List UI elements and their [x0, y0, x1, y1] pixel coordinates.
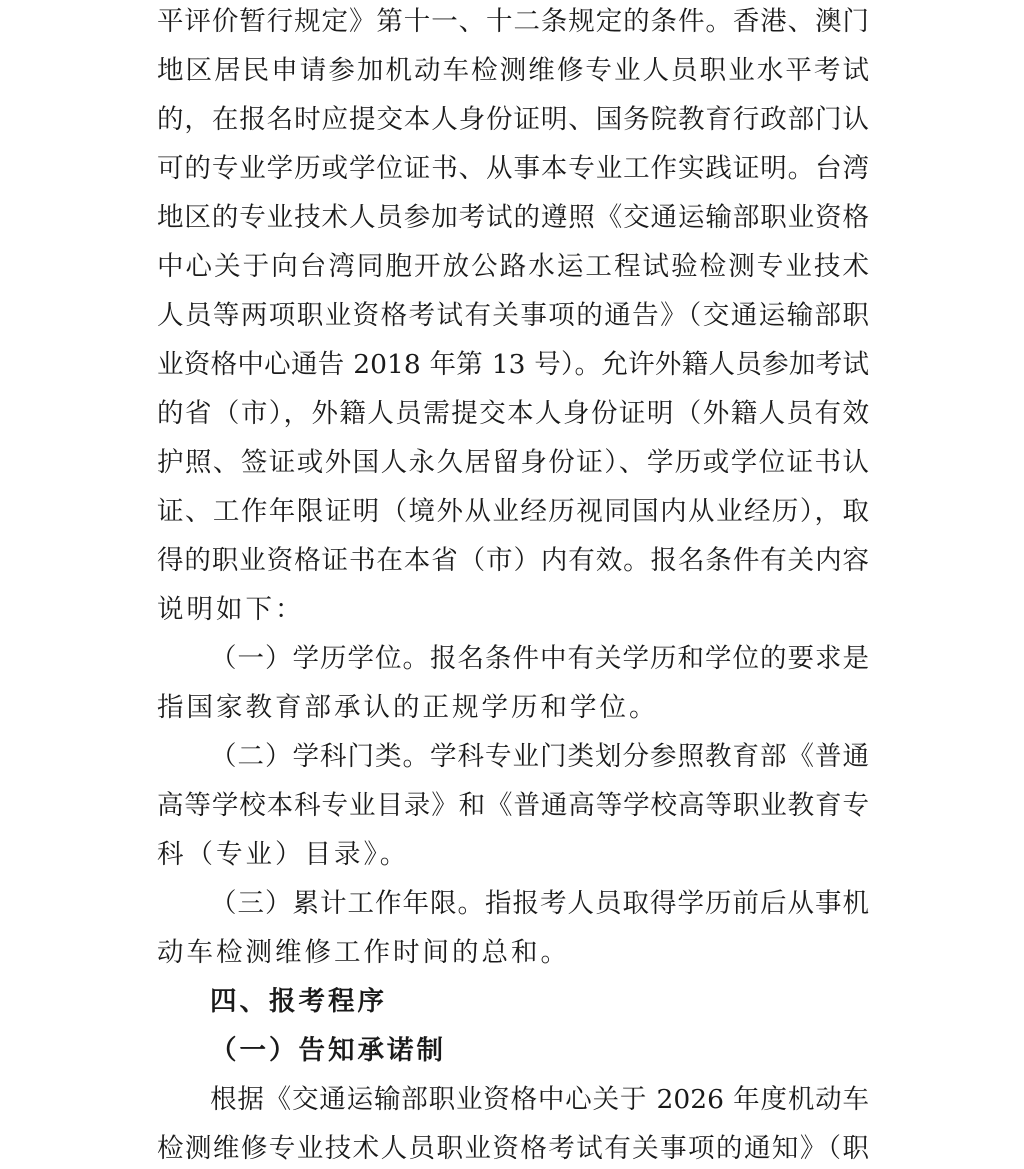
item-two-line: 高等学校本科专业目录》和《普通高等学校高等职业教育专 — [157, 790, 869, 821]
paragraph-line: 的省（市），外籍人员需提交本人身份证明（外籍人员有效 — [157, 398, 869, 429]
paragraph-line: 的，在报名时应提交本人身份证明、国务院教育行政部门认 — [157, 104, 869, 135]
paragraph-line: 可的专业学历或学位证书、从事本专业工作实践证明。台湾 — [157, 153, 869, 184]
paragraph-line: 业资格中心通告 2018 年第 13 号）。允许外籍人员参加考试 — [157, 349, 869, 380]
paragraph-line: 平评价暂行规定》第十一、十二条规定的条件。香港、澳门 — [157, 6, 869, 37]
item-three-line: 动车检测维修工作时间的总和。 — [157, 937, 570, 968]
item-one-line: 指国家教育部承认的正规学历和学位。 — [157, 692, 659, 723]
paragraph-line: 检测维修专业技术人员职业资格考试有关事项的通知》（职 — [157, 1133, 869, 1164]
section-heading: 四、报考程序 — [210, 986, 387, 1017]
paragraph-line: 护照、签证或外国人永久居留身份证）、学历或学位证书认 — [157, 447, 869, 478]
item-two-line: 科（专业）目录》。 — [157, 839, 410, 870]
paragraph-line: 得的职业资格证书在本省（市）内有效。报名条件有关内容 — [157, 545, 869, 576]
paragraph-line: 中心关于向台湾同胞开放公路水运工程试验检测专业技术 — [157, 251, 869, 282]
paragraph-line: 说明如下： — [157, 594, 305, 625]
item-three-line: （三）累计工作年限。指报考人员取得学历前后从事机 — [210, 888, 869, 919]
item-one-line: （一）学历学位。报名条件中有关学历和学位的要求是 — [210, 643, 869, 674]
item-two-line: （二）学科门类。学科专业门类划分参照教育部《普通 — [210, 741, 869, 772]
paragraph-line: 地区居民申请参加机动车检测维修专业人员职业水平考试 — [157, 55, 869, 86]
paragraph-line: 证、工作年限证明（境外从业经历视同国内从业经历），取 — [157, 496, 869, 527]
paragraph-line: 地区的专业技术人员参加考试的遵照《交通运输部职业资格 — [157, 202, 869, 233]
paragraph-line: 人员等两项职业资格考试有关事项的通告》（交通运输部职 — [157, 300, 869, 331]
subsection-heading: （一）告知承诺制 — [210, 1035, 446, 1066]
paragraph-line: 根据《交通运输部职业资格中心关于 2026 年度机动车 — [210, 1084, 869, 1115]
